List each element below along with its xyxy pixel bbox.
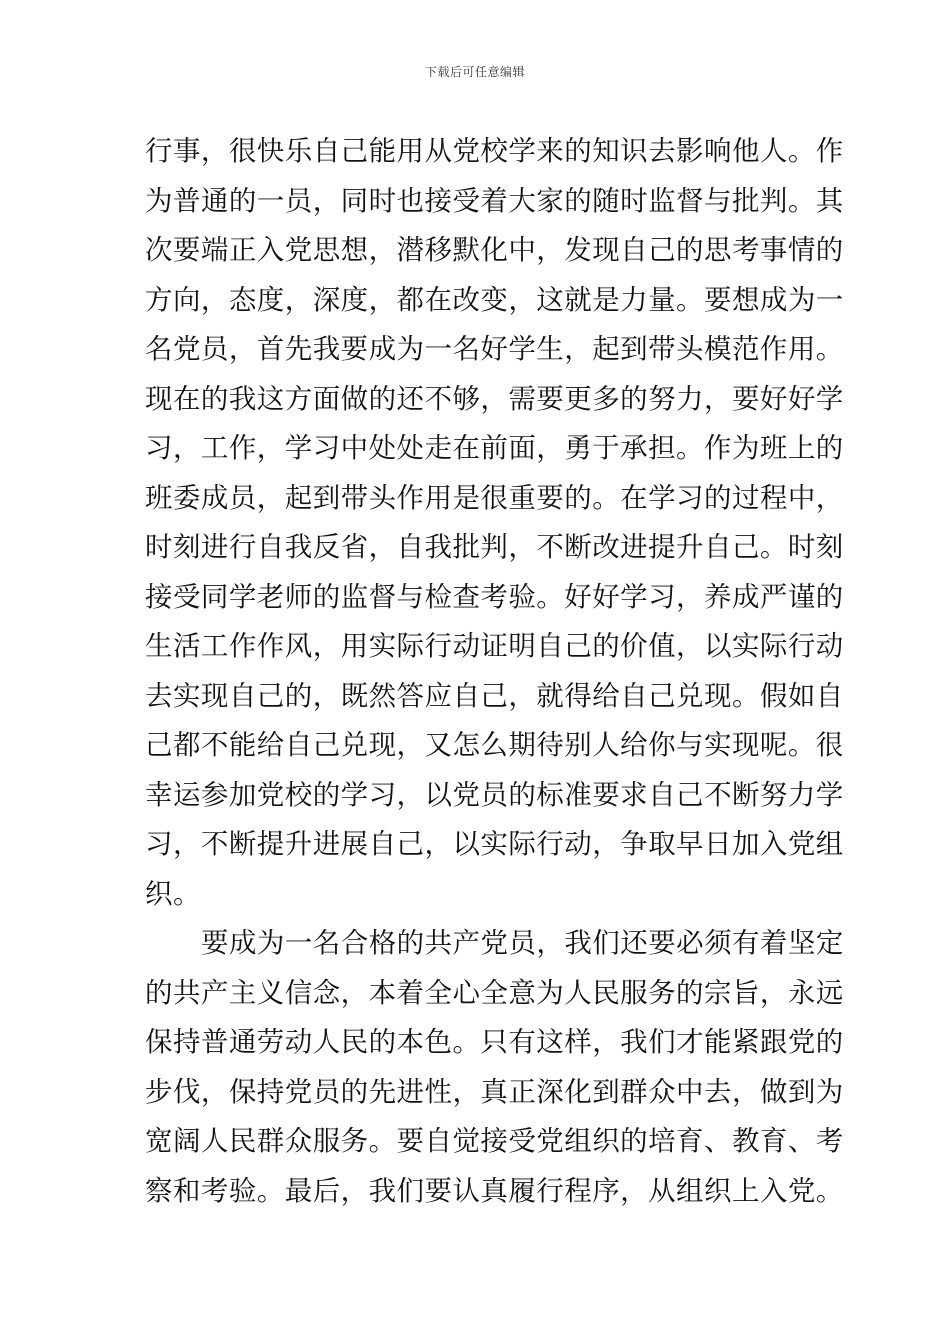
text-line: 习，工作，学习中处处走在前面，勇于承担。作为班上的 [145,432,844,464]
text-line: 班委成员，起到带头作用是很重要的。在学习的过程中， [145,481,844,514]
text-line: 保持普通劳动人民的本色。只有这样，我们才能紧跟党的 [145,1026,844,1058]
text-line: 次要端正入党思想，潜移默化中，发现自己的思考事情的 [145,234,844,266]
text-line: 时刻进行自我反省，自我批判，不断改进提升自己。时刻 [145,531,844,563]
text-line: 现在的我这方面做的还不够，需要更多的努力，要好好学 [145,382,844,415]
text-line: 接受同学老师的监督与检查考验。好好学习，养成严谨的 [145,580,844,613]
text-line: 步伐，保持党员的先进性，真正深化到群众中去，做到为 [145,1075,844,1108]
text-line: 幸运参加党校的学习，以党员的标准要求自己不断努力学 [145,778,844,811]
text-line: 名党员，首先我要成为一名好学生，起到带头模范作用。 [145,333,844,365]
text-line: 宽阔人民群众服务。要自觉接受党组织的培育、教育、考 [145,1125,844,1157]
text-line: 方向，态度，深度，都在改变，这就是力量。要想成为一 [145,283,844,316]
text-line: 织。 [145,877,201,910]
text-line: 察和考验。最后，我们要认真履行程序，从组织上入党。 [145,1174,844,1207]
text-line: 生活工作作风，用实际行动证明自己的价值，以实际行动 [145,630,844,662]
text-line: 为普通的一员，同时也接受着大家的随时监督与批判。其 [145,184,844,217]
text-line: 习，不断提升进展自己，以实际行动，争取早日加入党组 [145,828,844,860]
document-body [145,127,844,1216]
text-line: 己都不能给自己兑现，又怎么期待别人给你与实现呢。很 [145,729,844,761]
text-line: 去实现自己的，既然答应自己，就得给自己兑现。假如自 [145,679,844,712]
page-header: 下载后可任意编辑 [424,65,525,79]
text-line: 的共产主义信念，本着全心全意为人民服务的宗旨，永远 [145,976,844,1009]
text-line: 行事，很快乐自己能用从党校学来的知识去影响他人。作 [145,135,844,167]
paragraph-start-line: 要成为一名合格的共产党员，我们还要必须有着坚定 [201,927,844,959]
